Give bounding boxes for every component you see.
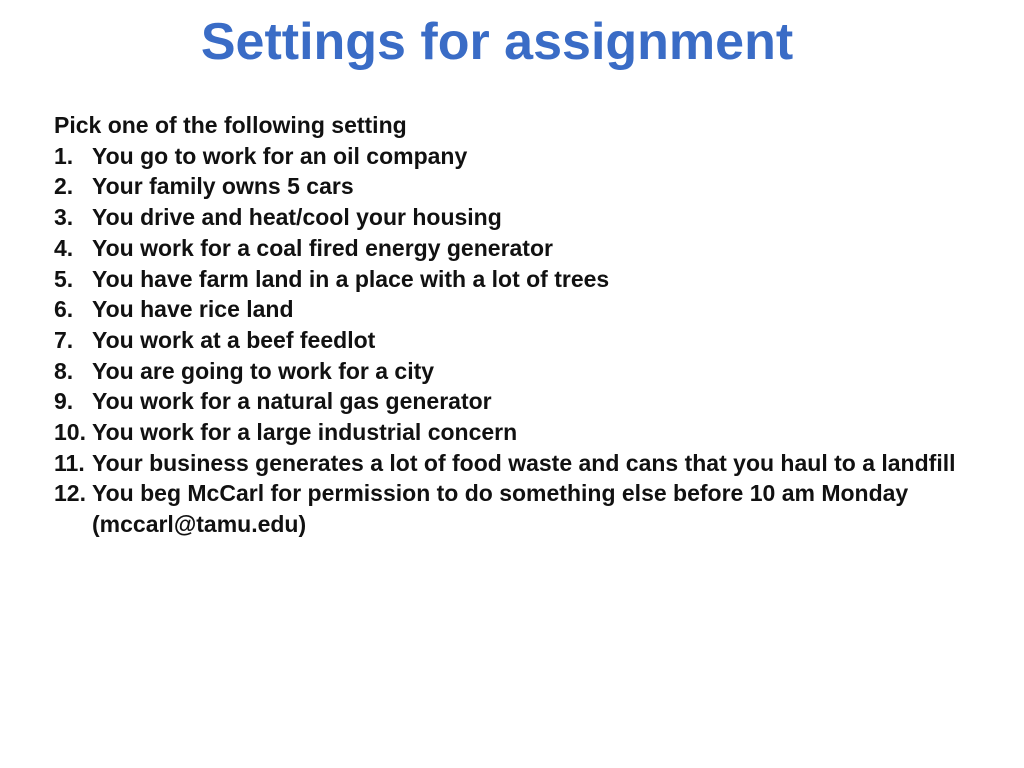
list-item-text: You beg McCarl for permission to do something else before 10 am Monday (mccarl@tamu.edu)	[92, 480, 909, 538]
list-item-number: 5.	[54, 265, 74, 292]
list-item	[54, 417, 1014, 448]
list-item-number: 9.	[54, 388, 74, 415]
list-item	[54, 141, 1014, 172]
list-item-number: 6.	[54, 296, 74, 323]
list-item-number: 11.	[54, 449, 85, 476]
list-item	[54, 294, 1014, 325]
list-item	[54, 448, 1014, 479]
list-item-text: You work for a large industrial concern	[92, 419, 518, 446]
list-item-text: Your family owns 5 cars	[92, 173, 354, 200]
list-item-text: You drive and heat/cool your housing	[92, 204, 502, 231]
list-item-number: 2.	[54, 173, 74, 200]
list-item-text: You go to work for an oil company	[92, 142, 468, 169]
list-item-text: You are going to work for a city	[92, 357, 435, 384]
list-item-number: 12.	[54, 480, 86, 507]
settings-list	[54, 141, 1014, 540]
list-item-text: You work at a beef feedlot	[92, 326, 376, 353]
list-item-text: You work for a natural gas generator	[92, 388, 492, 415]
list-item-text: You work for a coal fired energy generator	[92, 234, 553, 261]
list-item-number: 4.	[54, 234, 74, 261]
list-item	[54, 171, 1014, 202]
list-item-number: 7.	[54, 326, 74, 353]
list-item-text: You have rice land	[92, 296, 294, 323]
slide-content	[54, 110, 1014, 540]
list-item	[54, 264, 1014, 295]
list-item	[54, 202, 1014, 233]
list-item-text: Your business generates a lot of food waste and cans that you haul to a landfill	[92, 449, 956, 476]
list-item	[54, 386, 1014, 417]
list-item-number: 10.	[54, 419, 86, 446]
list-item	[54, 356, 1014, 387]
intro-text: Pick one of the following setting	[54, 112, 407, 138]
list-item-number: 1.	[54, 142, 74, 169]
list-item-number: 3.	[54, 204, 74, 231]
list-item-number: 8.	[54, 357, 74, 384]
list-item-text: You have farm land in a place with a lot of trees	[92, 265, 610, 292]
list-item	[54, 478, 1014, 539]
slide-title: Settings for assignment	[200, 13, 794, 71]
list-item	[54, 325, 1014, 356]
list-item	[54, 233, 1014, 264]
